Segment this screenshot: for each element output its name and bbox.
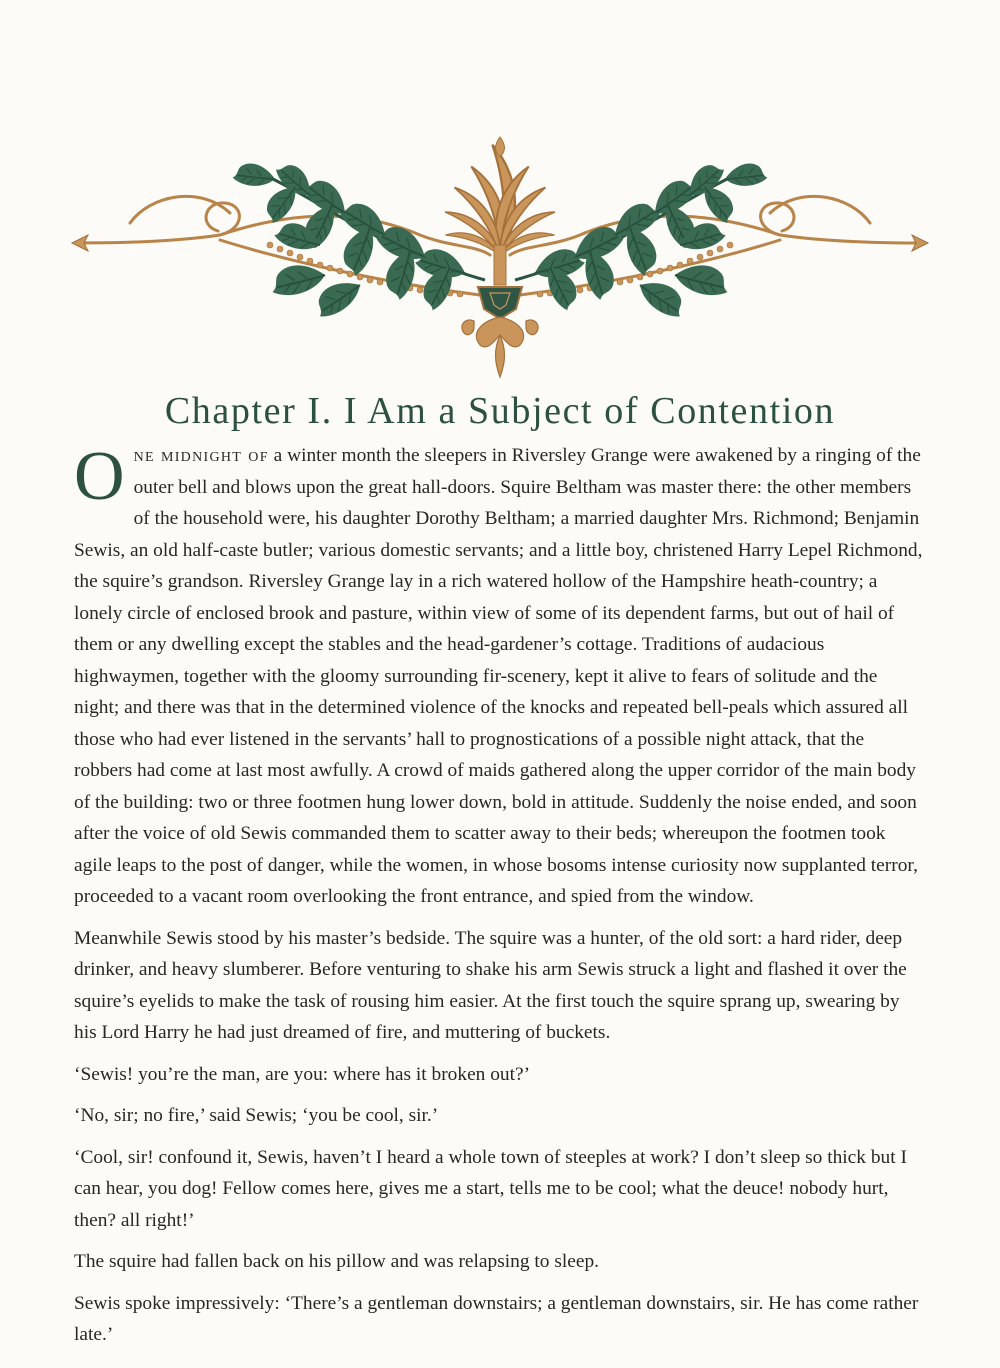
paragraph: Meanwhile Sewis stood by his master’s bedside. The squire was a hunter, of the old sort: a hard rider, deep drinker, and heavy slumberer. Before venturing to shake his arm Sewis struck a light and flashed it over the squire’s eyelids to make the task of rousing him easier. At the first touch the squire sprang up, swearing by his Lord Harry he had just dreamed of fire, and muttering of buckets. [74,927,907,1043]
chapter-ornament [70,95,930,390]
drop-cap: O [74,438,125,515]
lead-in-small-caps: ne midnight of [133,445,269,466]
chapter-body [74,440,926,1361]
chapter-title: Chapter I. I Am a Subject of Contention [164,390,836,432]
paragraph-text: a winter month the sleepers in Riversley Grange were awakened by a ringing of the outer bell and blows upon the great hall-doors. Squire Beltham was master there: the other members of the household were, his daughter Dorothy Beltham; a married daughter Mrs. Richmond; Benjamin Sewis, an old half-caste butler; various domestic servants; and a little boy, christened Harry Lepel Richmond, the squire’s grandson. Riversley Grange lay in a rich watered hollow of the Hampshire heath-country; a lonely circle of enclosed brook and pasture, within view of some of its dependent farms, but out of hail of them or any dwelling except the stables and the head-gardener’s cottage. Traditions of audacious highwaymen, together with the gloomy surrounding fir-scenery, kept it alive to fears of solitude and the night; and there was that in the determined violence of the knocks and repeated bell-peals which assured all those who had ever listened in the servants’ hall to prognostications of a possible night attack, that the robbers had come at last most awfully. A crowd of maids gathered along the upper corridor of the main body of the building: two or three footmen hung lower down, bold in attitude. Suddenly the noise ended, and soon after the voice of old Sewis commanded them to scatter away to their beds; whereupon the footmen took agile leaps to the post of danger, while the women, in whose bosoms intense curiosity now supplanted terror, proceeded to a vacant room overlooking the front entrance, and spied from the window. [74,445,923,907]
paragraph: Sewis spoke impressively: ‘There’s a gentleman downstairs; a gentleman downstairs, sir. He has come rather late.’ [74,1292,919,1345]
paragraph [74,440,926,913]
paragraph: ‘Sewis! you’re the man, are you: where has it broken out?’ [74,1063,531,1085]
paragraph: ‘Cool, sir! confound it, Sewis, haven’t I heard a whole town of steeples at work? I don’t sleep so thick but I can hear, you dog! Fellow comes here, gives me a start, tells me to be cool; what the deuce! nobody hurt, then? all right!’ [74,1146,907,1231]
paragraph: ‘No, sir; no fire,’ said Sewis; ‘you be cool, sir.’ [74,1105,439,1126]
acanthus-oak-leaf-ornament-icon [70,95,930,390]
paragraph: The squire had fallen back on his pillow and was relapsing to sleep. [74,1251,600,1272]
